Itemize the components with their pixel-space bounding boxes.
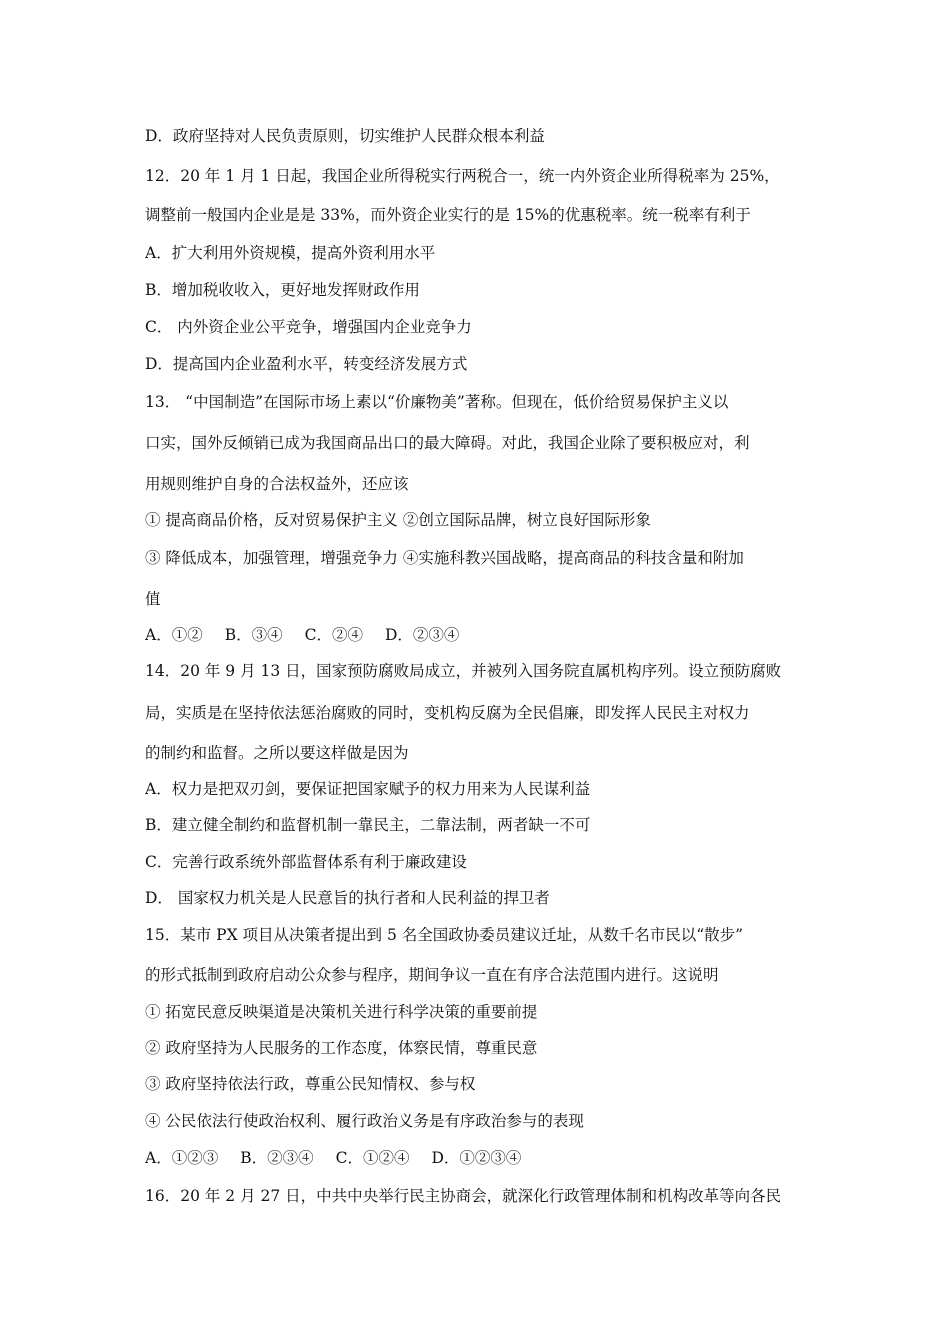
q14-option-d: D． 国家权力机关是人民意旨的执行者和人民利益的捍卫者	[145, 889, 550, 907]
q15-option-d: D．①②③④	[431, 1149, 522, 1167]
q13-option-d: D．②③④	[384, 626, 460, 644]
q15-statement-3: ③ 政府坚持依法行政，尊重公民知情权、参与权	[145, 1075, 476, 1093]
q13-statement-1-2: ① 提高商品价格，反对贸易保护主义 ②创立国际品牌，树立良好国际形象	[145, 511, 651, 529]
q15-statement-2: ② 政府坚持为人民服务的工作态度，体察民情，尊重民意	[145, 1039, 538, 1057]
q15-answer-options	[145, 1148, 825, 1168]
q13-stem-line-2: 口实，国外反倾销已成为我国商品出口的最大障碍。对此，我国企业除了要积极应对，利	[145, 434, 750, 452]
q15-option-c: C．①②④	[335, 1149, 410, 1167]
q13-statement-3-4: ③ 降低成本，加强管理，增强竞争力 ④实施科教兴国战略，提高商品的科技含量和附加	[145, 549, 744, 567]
q13-statement-wrap: 值	[145, 590, 161, 608]
q12-stem-line-2: 调整前一般国内企业是是 33%，而外资企业实行的是 15%的优惠税率。统一税率有利于	[145, 206, 751, 224]
q14-option-b: B．建立健全制约和监督机制一靠民主，二靠法制，两者缺一不可	[145, 816, 591, 834]
q15-statement-4: ④ 公民依法行使政治权利、履行政治义务是有序政治参与的表现	[145, 1112, 584, 1130]
q12-stem-line-1: 12．20 年 1 月 1 日起，我国企业所得税实行两税合一，统一内外资企业所得税率为 25%，	[145, 167, 780, 185]
q14-option-a: A．权力是把双刃剑，要保证把国家赋予的权力用来为人民谋利益	[145, 780, 591, 798]
q15-statement-1: ① 拓宽民意反映渠道是决策机关进行科学决策的重要前提	[145, 1003, 538, 1021]
q12-option-c: C． 内外资企业公平竞争，增强国内企业竞争力	[145, 318, 472, 336]
q15-option-a: A．①②③	[145, 1149, 219, 1167]
q13-stem-line-3: 用规则维护自身的合法权益外，还应该	[145, 475, 409, 493]
q13-option-a: A．①②	[145, 626, 203, 644]
q12-option-b: B．增加税收收入，更好地发挥财政作用	[145, 281, 420, 299]
q12-option-d: D．提高国内企业盈利水平，转变经济发展方式	[145, 355, 468, 373]
q15-option-b: B．②③④	[240, 1149, 314, 1167]
q14-stem-line-1: 14．20 年 9 月 13 日，国家预防腐败局成立，并被列入国务院直属机构序列。设立预防腐败	[145, 662, 782, 680]
q16-stem-line-1: 16．20 年 2 月 27 日，中共中央举行民主协商会，就深化行政管理体制和机构改革等向各民	[145, 1187, 782, 1205]
q12-option-a: A．扩大利用外资规模，提高外资利用水平	[145, 244, 436, 262]
q15-stem-line-2: 的形式抵制到政府启动公众参与程序，期间争议一直在有序合法范围内进行。这说明	[145, 966, 719, 984]
q13-option-c: C．②④	[304, 626, 363, 644]
q13-stem-line-1: 13． “中国制造”在国际市场上素以“价廉物美”著称。但现在，低价给贸易保护主义以	[145, 393, 729, 411]
q14-stem-line-2: 局，实质是在坚持依法惩治腐败的同时，变机构反腐为全民倡廉，即发挥人民民主对权力	[145, 704, 750, 722]
q14-option-c: C．完善行政系统外部监督体系有利于廉政建设	[145, 853, 467, 871]
q15-stem-line-1: 15．某市 PX 项目从决策者提出到 5 名全国政协委员建议迁址，从数千名市民以“散步”	[145, 926, 744, 944]
q13-option-b: B．③④	[224, 626, 283, 644]
q13-answer-options	[145, 625, 825, 645]
q14-stem-line-3: 的制约和监督。之所以要这样做是因为	[145, 744, 409, 762]
q11-option-d: D．政府坚持对人民负责原则，切实维护人民群众根本利益	[145, 127, 545, 145]
